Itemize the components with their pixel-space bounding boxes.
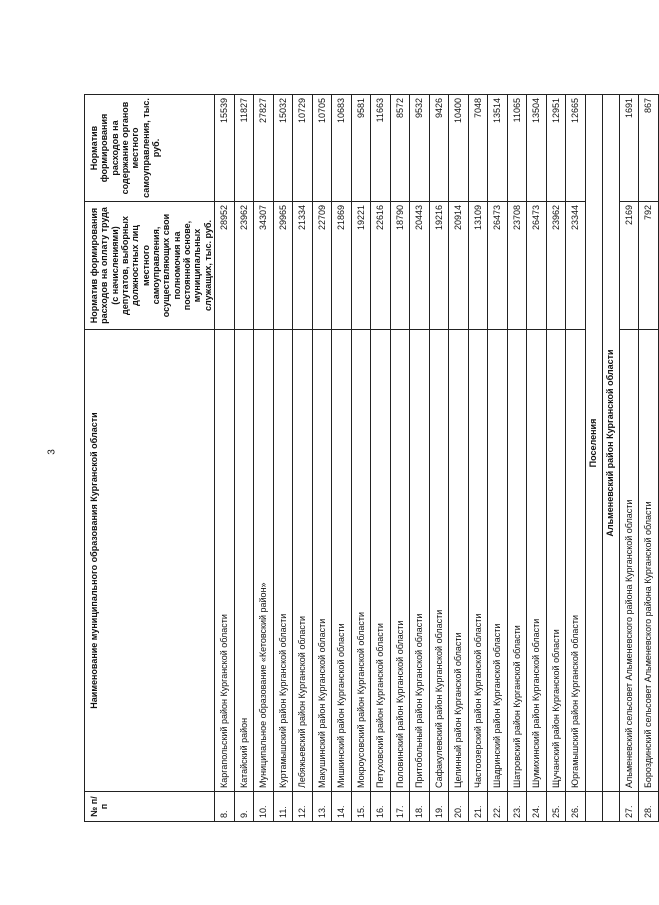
table-row	[468, 95, 488, 822]
table-row	[639, 95, 659, 822]
row-labor-cost-value: 19216	[429, 202, 449, 330]
section-row-settlements	[585, 95, 602, 822]
row-municipality-name: Альменевский сельсовет Альменевского района Курганской области	[619, 330, 639, 792]
header-number: № п/п	[85, 792, 215, 822]
row-number: 20.	[449, 792, 469, 822]
row-maintenance-value: 11065	[507, 95, 527, 202]
row-number: 17.	[390, 792, 410, 822]
row-maintenance-value: 10683	[332, 95, 352, 202]
row-maintenance-value: 9426	[429, 95, 449, 202]
row-labor-cost-value: 21869	[332, 202, 352, 330]
row-number: 22.	[488, 792, 508, 822]
row-municipality-name: Каргапольский район Курганской области	[215, 330, 235, 792]
table-row	[390, 95, 410, 822]
table-body-sections	[585, 95, 619, 822]
row-labor-cost-value: 34307	[254, 202, 274, 330]
row-labor-cost-value: 23962	[234, 202, 254, 330]
table-row	[507, 95, 527, 822]
row-labor-cost-value: 792	[639, 202, 659, 330]
row-municipality-name: Сафакулевский район Курганской области	[429, 330, 449, 792]
table-row	[410, 95, 430, 822]
row-maintenance-value: 12951	[546, 95, 566, 202]
row-maintenance-value: 10400	[449, 95, 469, 202]
row-labor-cost-value: 23344	[566, 202, 586, 330]
row-municipality-name: Мишкинский район Курганской области	[332, 330, 352, 792]
row-municipality-name: Лебяжьевский район Курганской области	[293, 330, 313, 792]
row-maintenance-value: 15539	[215, 95, 235, 202]
table-row	[619, 95, 639, 822]
row-municipality-name: Шумихинский район Курганской области	[527, 330, 547, 792]
row-municipality-name: Муниципальное образование «Кетовский район»	[254, 330, 274, 792]
table-row	[527, 95, 547, 822]
table-row	[234, 95, 254, 822]
table-row	[449, 95, 469, 822]
section-cell-empty	[602, 792, 619, 822]
row-maintenance-value: 867	[639, 95, 659, 202]
row-number: 27.	[619, 792, 639, 822]
table-row	[215, 95, 235, 822]
row-labor-cost-value: 22616	[371, 202, 391, 330]
row-labor-cost-value: 23708	[507, 202, 527, 330]
table-row	[254, 95, 274, 822]
row-maintenance-value: 9532	[410, 95, 430, 202]
table-row	[488, 95, 508, 822]
row-municipality-name: Притобольный район Курганской области	[410, 330, 430, 792]
row-number: 13.	[312, 792, 332, 822]
header-municipality-name: Наименование муниципального образования Курганской области	[85, 330, 215, 792]
row-number: 16.	[371, 792, 391, 822]
row-labor-cost-value: 28952	[215, 202, 235, 330]
row-number: 28.	[639, 792, 659, 822]
header-labor-cost-norm: Норматив формирования расходов на оплату труда (с начислениями) депутатов, выборных должностных лиц местного самоуправления, осуществляющих свои полномочия на постоянной основе, муниципальных служащих, тыс. руб.	[85, 202, 215, 330]
table-row	[293, 95, 313, 822]
row-municipality-name: Частоозерский район Курганской области	[468, 330, 488, 792]
row-number: 15.	[351, 792, 371, 822]
row-maintenance-value: 11827	[234, 95, 254, 202]
row-labor-cost-value: 23962	[546, 202, 566, 330]
row-number: 11.	[273, 792, 293, 822]
row-labor-cost-value: 19221	[351, 202, 371, 330]
row-municipality-name: Куртамышский район Курганской области	[273, 330, 293, 792]
row-labor-cost-value: 20914	[449, 202, 469, 330]
row-number: 12.	[293, 792, 313, 822]
row-number: 9.	[234, 792, 254, 822]
row-labor-cost-value: 18790	[390, 202, 410, 330]
row-labor-cost-value: 26473	[527, 202, 547, 330]
row-labor-cost-value: 29965	[273, 202, 293, 330]
row-municipality-name: Щучанский район Курганской области	[546, 330, 566, 792]
table-row	[312, 95, 332, 822]
row-number: 24.	[527, 792, 547, 822]
table-row	[546, 95, 566, 822]
row-maintenance-value: 9581	[351, 95, 371, 202]
table-row	[429, 95, 449, 822]
section-title-settlements: Поселения	[585, 95, 602, 792]
row-maintenance-value: 11663	[371, 95, 391, 202]
table-row	[332, 95, 352, 822]
section-cell-empty	[585, 792, 602, 822]
row-number: 19.	[429, 792, 449, 822]
header-maintenance-norm: Норматив формирования расходов на содержание органов местного самоуправления, тыс. руб.	[85, 95, 215, 202]
row-number: 10.	[254, 792, 274, 822]
row-municipality-name: Шадринский район Курганской области	[488, 330, 508, 792]
row-maintenance-value: 7048	[468, 95, 488, 202]
section-row-almenevsky	[602, 95, 619, 822]
row-municipality-name: Катайский район	[234, 330, 254, 792]
row-municipality-name: Макушинский район Курганской области	[312, 330, 332, 792]
row-municipality-name: Шатровский район Курганской области	[507, 330, 527, 792]
table-row	[566, 95, 586, 822]
row-maintenance-value: 1691	[619, 95, 639, 202]
row-maintenance-value: 27827	[254, 95, 274, 202]
row-labor-cost-value: 20443	[410, 202, 430, 330]
row-municipality-name: Бороздинский сельсовет Альменевского района Курганской области	[639, 330, 659, 792]
table-body-settlements	[619, 95, 658, 822]
row-number: 14.	[332, 792, 352, 822]
row-municipality-name: Целинный район Курганской области	[449, 330, 469, 792]
table-row	[351, 95, 371, 822]
section-title-almenevsky: Альменевский район Курганской области	[602, 95, 619, 792]
row-municipality-name: Юргамышский район Курганской области	[566, 330, 586, 792]
row-municipality-name: Мокроусовский район Курганской области	[351, 330, 371, 792]
row-labor-cost-value: 22709	[312, 202, 332, 330]
row-maintenance-value: 10705	[312, 95, 332, 202]
row-labor-cost-value: 2169	[619, 202, 639, 330]
table-row	[371, 95, 391, 822]
table-row	[273, 95, 293, 822]
row-municipality-name: Петуховский район Курганской области	[371, 330, 391, 792]
table-body-districts	[215, 95, 586, 822]
row-number: 8.	[215, 792, 235, 822]
row-maintenance-value: 10729	[293, 95, 313, 202]
row-maintenance-value: 13504	[527, 95, 547, 202]
row-labor-cost-value: 26473	[488, 202, 508, 330]
page-number: 3	[46, 449, 58, 455]
row-number: 25.	[546, 792, 566, 822]
row-number: 18.	[410, 792, 430, 822]
row-municipality-name: Половинский район Курганской области	[390, 330, 410, 792]
row-maintenance-value: 8572	[390, 95, 410, 202]
budget-norms-table	[84, 94, 659, 822]
row-labor-cost-value: 13109	[468, 202, 488, 330]
row-number: 23.	[507, 792, 527, 822]
row-maintenance-value: 13514	[488, 95, 508, 202]
row-maintenance-value: 12665	[566, 95, 586, 202]
row-number: 21.	[468, 792, 488, 822]
row-labor-cost-value: 21334	[293, 202, 313, 330]
table-header-row	[85, 95, 215, 822]
row-maintenance-value: 15032	[273, 95, 293, 202]
row-number: 26.	[566, 792, 586, 822]
